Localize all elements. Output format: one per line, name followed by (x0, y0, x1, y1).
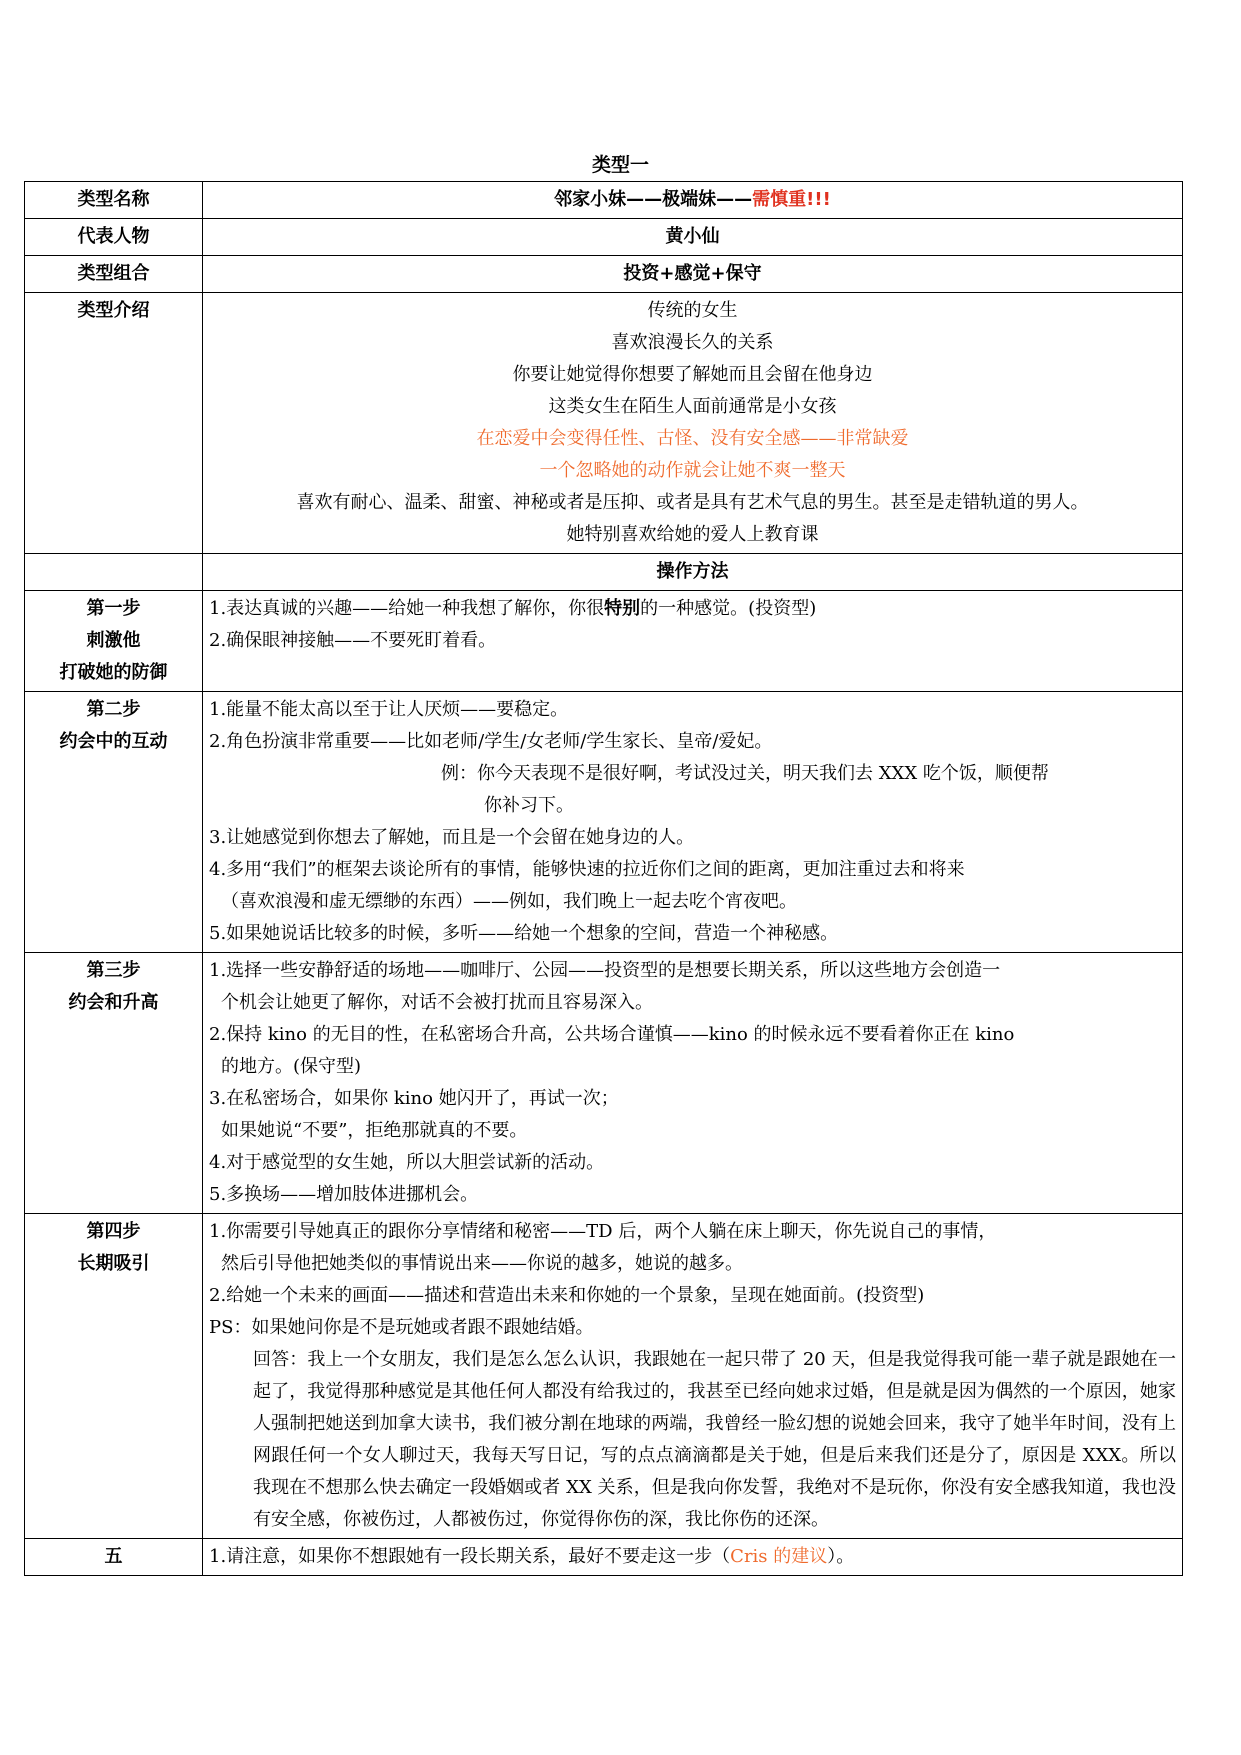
step-4-item-cont: 然后引导他把她类似的事情说出来——你说的越多，她说的越多。 (221, 1253, 743, 1274)
intro-line: 这类女生在陌生人面前通常是小女孩 (548, 396, 837, 417)
type-table (24, 181, 1183, 1576)
step-2-item-cont: （喜欢浪漫和虚无缥缈的东西）——例如，我们晚上一起去吃个宵夜吧。 (221, 891, 797, 912)
step-1-subtitle: 打破她的防御 (59, 662, 168, 683)
step-4-title: 第四步 (86, 1221, 141, 1242)
step-2-item: 2.角色扮演非常重要——比如老师/学生/女老师/学生家长、皇帝/爱妃。 (209, 731, 773, 752)
value-representative: 黄小仙 (203, 219, 1183, 256)
intro-line: 你要让她觉得你想要了解她而且会留在他身边 (512, 364, 873, 385)
content-step-5 (203, 1539, 1183, 1576)
row-method-header (25, 554, 1183, 591)
intro-line: 传统的女生 (647, 300, 738, 321)
step-2-item: 3.让她感觉到你想去了解她，而且是一个会留在她身边的人。 (209, 827, 695, 848)
step-2-item: 5.如果她说话比较多的时候，多听——给她一个想象的空间，营造一个神秘感。 (209, 923, 839, 944)
row-intro (25, 293, 1183, 554)
step-1-title: 第一步 (86, 598, 141, 619)
label-step-4 (25, 1214, 203, 1539)
step-1-item-text: 1.表达真诚的兴趣——给她一种我想了解你，你很 (209, 598, 605, 619)
intro-highlight-line: 一个忽略她的动作就会让她不爽一整天 (539, 460, 846, 481)
step-2-title: 第二步 (86, 699, 141, 720)
step-4-answer: 回答：我上一个女朋友，我们是怎么怎么认识，我跟她在一起只带了 20 天，但是我觉得我可能一辈子就是跟她在一起了，我觉得那种感觉是其他任何人都没有给我过的，我甚至已经向她求过婚，但是就是因为偶然的一个原因，她家人强制把她送到加拿大读书，我们被分割在地球的两端，我曾经一脸幻想的说她会回来，我守了她半年时间，没有上网跟任何一个女人聊过天，我每天写日记，写的点点滴滴都是关于她，但是后来我们还是分了，原因是 XXX。所以我现在不想那么快去确定一段婚姻或者 XX 关系，但是我向你发誓，我绝对不是玩你，你没有安全感我知道，我也没有安全感，你被伤过，人都被伤过，你觉得你伤的深，我比你伤的还深。 (253, 1349, 1176, 1530)
row-step-3 (25, 953, 1183, 1214)
label-step-1 (25, 591, 203, 692)
label-empty (25, 554, 203, 591)
row-step-2 (25, 692, 1183, 953)
step-1-item-text: 的一种感觉。(投资型) (640, 598, 817, 619)
label-combo: 类型组合 (25, 256, 203, 293)
step-2-example: 例：你今天表现不是很好啊，考试没过关，明天我们去 XXX 吃个饭，顺便帮 (441, 763, 1049, 784)
step-4-ps: PS：如果她问你是不是玩她或者跟不跟她结婚。 (209, 1317, 594, 1338)
step-5-source: Cris 的建议 (730, 1546, 828, 1567)
value-combo: 投资+感觉+保守 (203, 256, 1183, 293)
step-5-text-end: ）。 (827, 1546, 855, 1567)
step-1-item-emphasis: 特别 (604, 598, 641, 619)
step-3-item-cont: 的地方。(保守型) (221, 1056, 362, 1077)
content-step-3 (203, 953, 1183, 1214)
step-2-item: 4.多用“我们”的框架去谈论所有的事情，能够快速的拉近你们之间的距离，更加注重过去和将来 (209, 859, 965, 880)
label-step-5: 五 (25, 1539, 203, 1576)
label-type-name: 类型名称 (25, 182, 203, 219)
step-4-subtitle: 长期吸引 (77, 1253, 150, 1274)
step-3-item: 2.保持 kino 的无目的性，在私密场合升高，公共场合谨慎——kino 的时候永远不要看着你正在 kino (209, 1024, 1015, 1045)
step-3-item-cont: 如果她说“不要”，拒绝那就真的不要。 (221, 1120, 528, 1141)
step-2-item: 1.能量不能太高以至于让人厌烦——要稳定。 (209, 699, 569, 720)
step-3-item: 3.在私密场合，如果你 kino 她闪开了，再试一次； (209, 1088, 619, 1109)
intro-line: 喜欢有耐心、温柔、甜蜜、神秘或者是压抑、或者是具有艺术气息的男生。甚至是走错轨道的男人。 (296, 492, 1089, 513)
type-name-warning: 需慎重!!! (752, 189, 831, 210)
intro-line: 喜欢浪漫长久的关系 (611, 332, 774, 353)
content-step-4 (203, 1214, 1183, 1539)
row-step-5 (25, 1539, 1183, 1576)
step-2-subtitle: 约会中的互动 (59, 731, 168, 752)
intro-highlight-line: 在恋爱中会变得任性、古怪、没有安全感——非常缺爱 (476, 428, 909, 449)
step-3-item: 4.对于感觉型的女生她，所以大胆尝试新的活动。 (209, 1152, 605, 1173)
label-step-2 (25, 692, 203, 953)
step-1-subtitle: 刺激他 (86, 630, 141, 651)
value-type-name (203, 182, 1183, 219)
step-3-title: 第三步 (86, 960, 141, 981)
label-intro: 类型介绍 (25, 293, 203, 554)
type-name-main: 邻家小妹——极端妹—— (554, 189, 753, 210)
row-combo (25, 256, 1183, 293)
label-representative: 代表人物 (25, 219, 203, 256)
doc-caption: 类型一 (591, 154, 649, 176)
content-step-1 (203, 591, 1183, 692)
step-3-subtitle: 约会和升高 (68, 992, 159, 1013)
step-3-item-cont: 个机会让她更了解你，对话不会被打扰而且容易深入。 (221, 992, 653, 1013)
row-step-1 (25, 591, 1183, 692)
step-2-example-cont: 你补习下。 (484, 795, 574, 816)
value-intro (203, 293, 1183, 554)
label-step-3 (25, 953, 203, 1214)
content-step-2 (203, 692, 1183, 953)
row-representative (25, 219, 1183, 256)
step-5-text: 1.请注意，如果你不想跟她有一段长期关系，最好不要走这一步（ (209, 1546, 731, 1567)
step-3-item: 1.选择一些安静舒适的场地——咖啡厅、公园——投资型的是想要长期关系，所以这些地方会创造一 (209, 960, 1001, 981)
step-1-item (209, 593, 1176, 625)
method-header: 操作方法 (203, 554, 1183, 591)
intro-line: 她特别喜欢给她的爱人上教育课 (566, 524, 819, 545)
step-3-item: 5.多换场——增加肢体进挪机会。 (209, 1184, 479, 1205)
step-1-item: 2.确保眼神接触——不要死盯着看。 (209, 630, 497, 651)
step-4-item: 1.你需要引导她真正的跟你分享情绪和秘密——TD 后，两个人躺在床上聊天，你先说自己的事情， (209, 1221, 997, 1242)
step-4-item: 2.给她一个未来的画面——描述和营造出未来和你她的一个景象，呈现在她面前。(投资型) (209, 1285, 925, 1306)
row-step-4 (25, 1214, 1183, 1539)
row-type-name (25, 182, 1183, 219)
